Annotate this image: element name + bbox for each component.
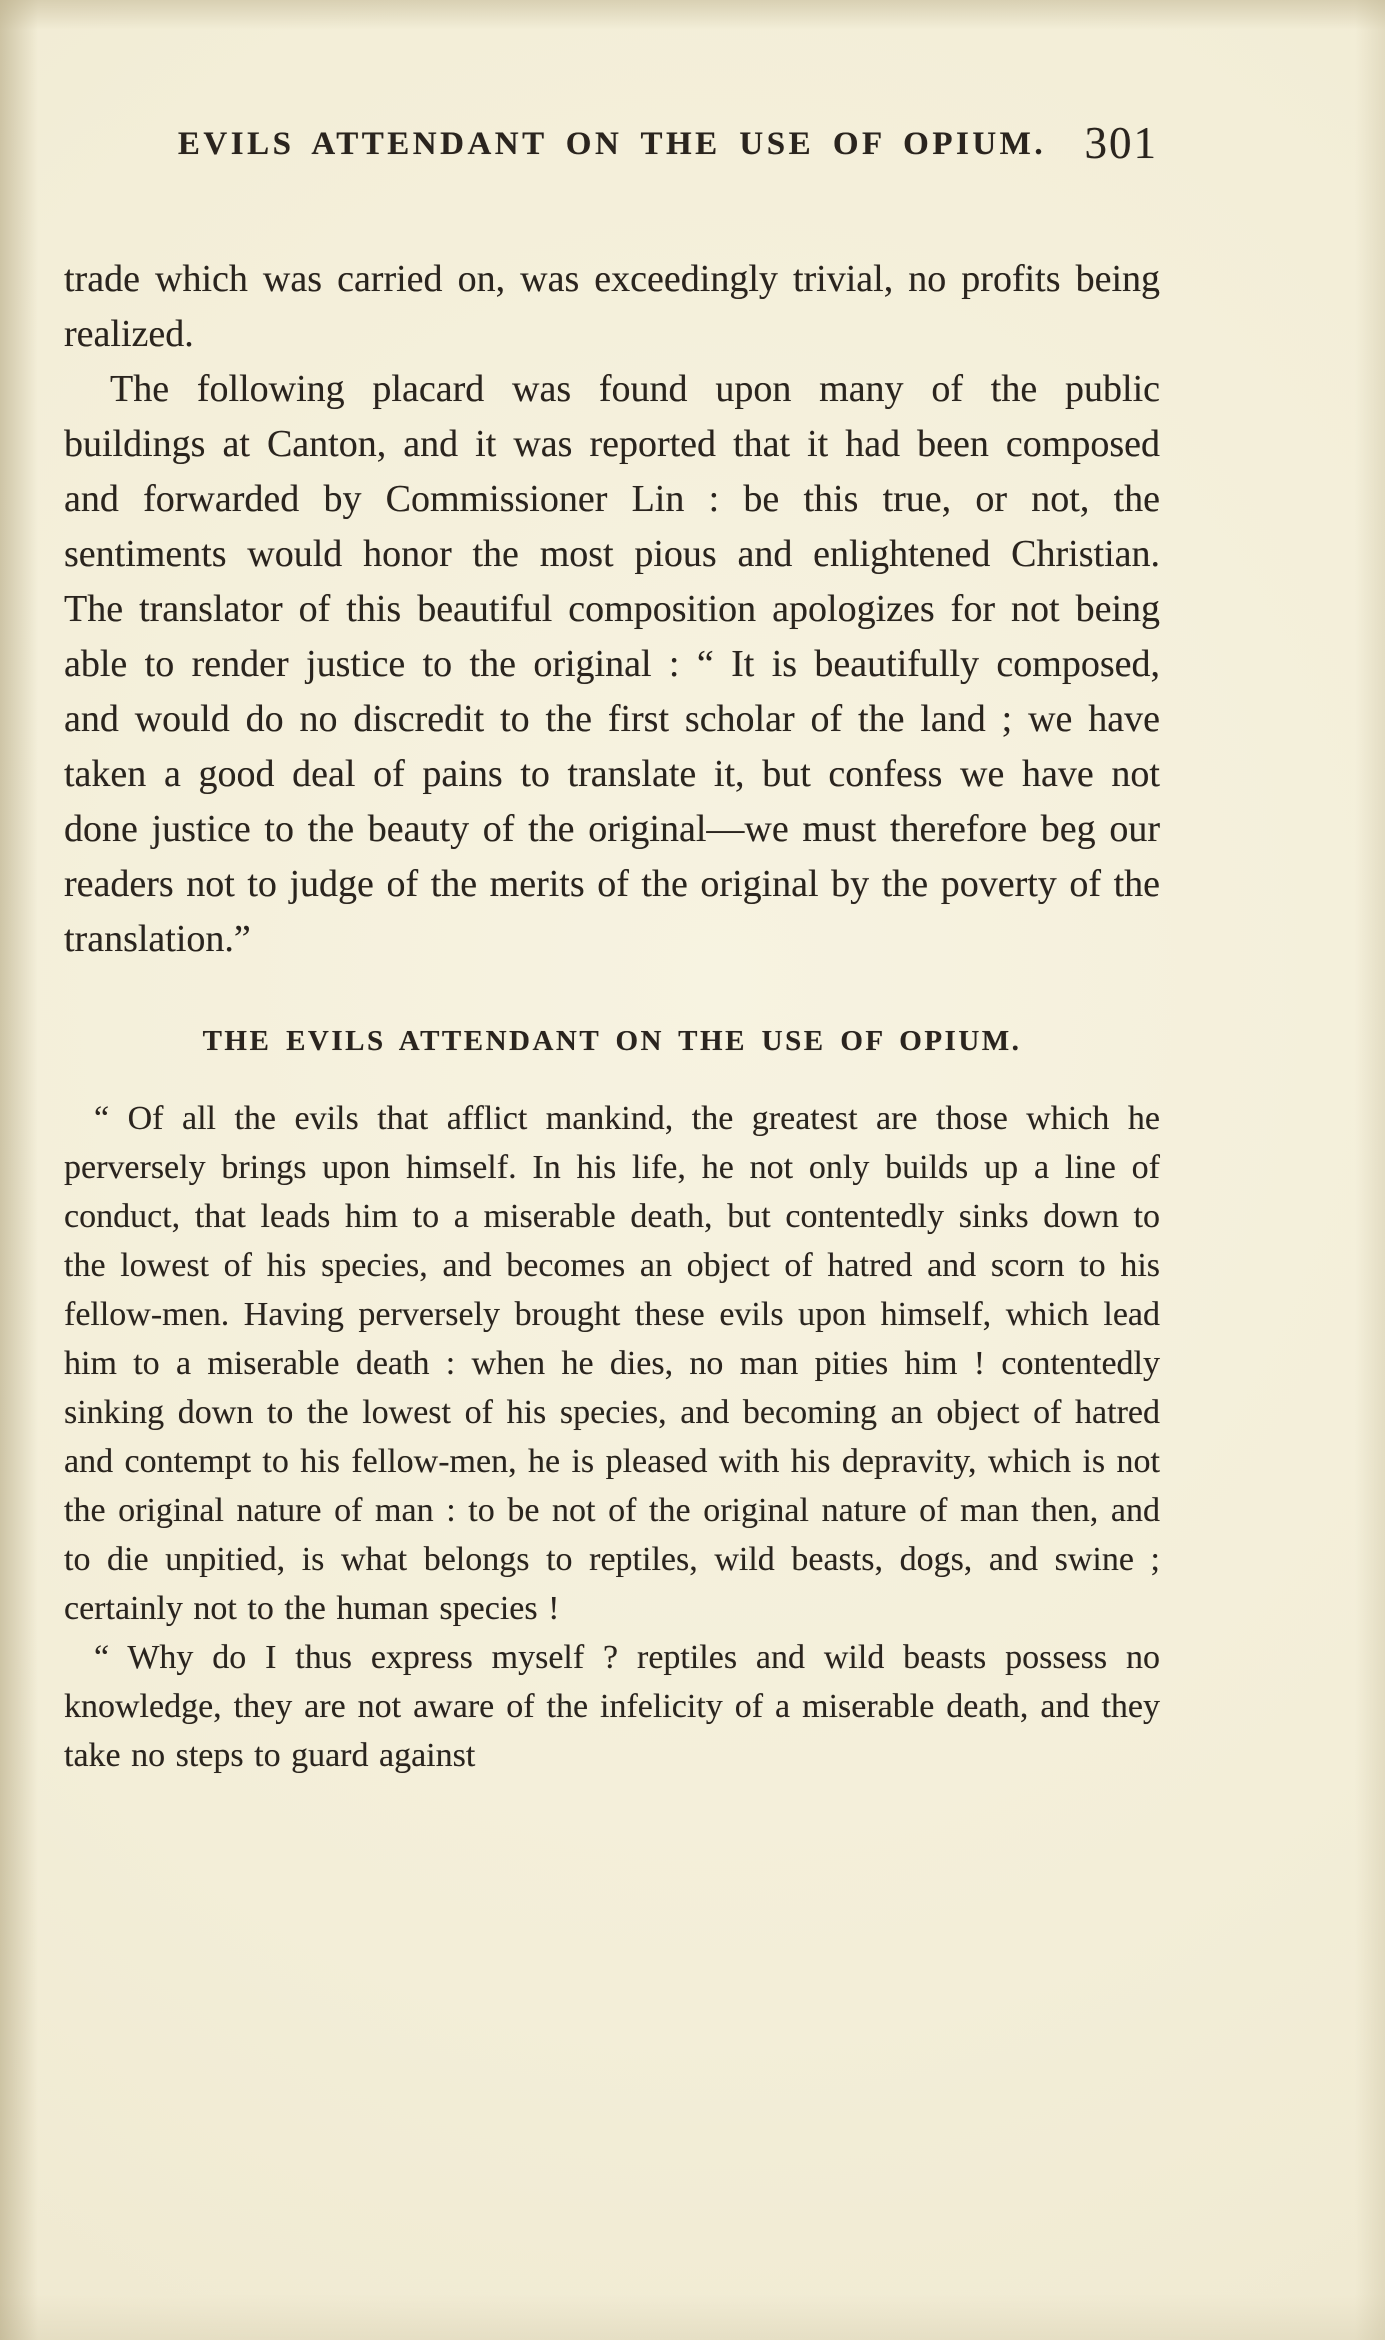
text-column <box>64 118 1160 1780</box>
body-paragraph-continuation: trade which was carried on, was exceedingly trivial, no profits being realized. <box>64 258 1160 355</box>
running-header <box>64 118 1160 182</box>
section-paragraph-evils: “ Of all the evils that afflict mankind, the greatest are those which he perversely brings upon himself. In his life, he not only builds up a line of conduct, that leads him to a miserable death, but contentedly sinks down to the lowest of his species, and becomes an object of hatred and scorn to his fellow-men. Having perversely brought these evils upon himself, which lead him to a miserable death : when he dies, no man pities him ! contentedly sinking down to the lowest of his species, and becoming an object of hatred and contempt to his fellow-men, he is pleased with his depravity, which is not the original nature of man : to be not of the original nature of man then, and to die unpitied, is what belongs to reptiles, wild beasts, dogs, and swine ; certainly not to the human species ! <box>64 1100 1160 1627</box>
body-paragraph-placard: The following placard was found upon many of the public buildings at Canton, and it was reported that it had been composed and forwarded by Commissioner Lin : be this true, or not, the sentiments would honor the most pious and enlightened Christian. The translator of this beautiful composition apologizes for not being able to render justice to the original : “ It is beautifully composed, and would do no discredit to the first scholar of the land ; we have taken a good deal of pains to translate it, but confess we have not done justice to the beauty of the original—we must therefore beg our readers not to judge of the merits of the original by the poverty of the translation.” <box>64 368 1160 960</box>
running-title: EVILS ATTENDANT ON THE USE OF OPIUM. <box>177 126 1047 162</box>
section-paragraph-why: “ Why do I thus express myself ? reptiles and wild beasts possess no knowledge, they are not aware of the infelicity of a miserable death, and they take no steps to guard against <box>64 1639 1160 1774</box>
page-number: 301 <box>1084 118 1158 168</box>
section-heading: THE EVILS ATTENDANT ON THE USE OF OPIUM. <box>202 1025 1022 1057</box>
